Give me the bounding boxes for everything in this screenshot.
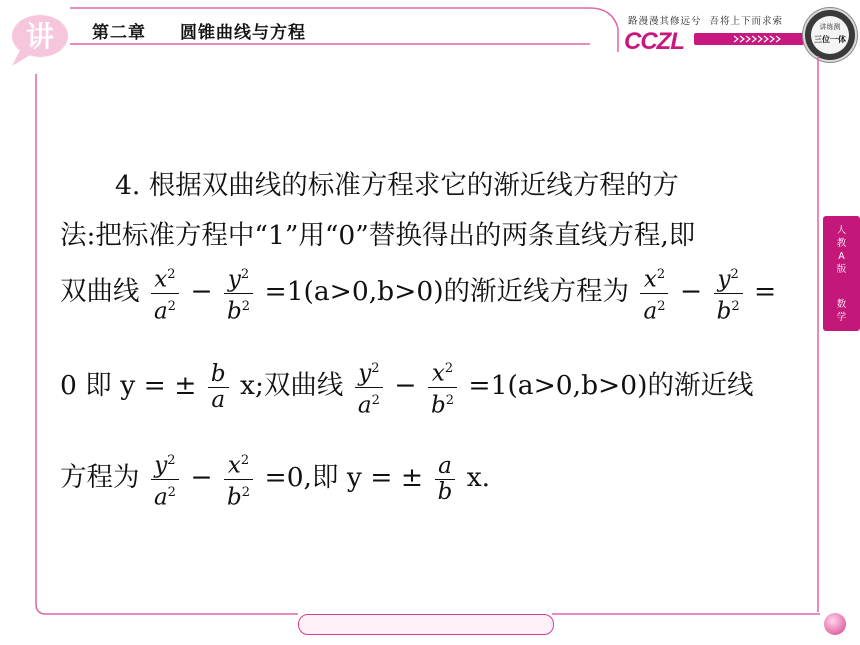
exponent: 2: [167, 267, 176, 282]
side-tab-char: A: [838, 251, 845, 262]
chapter-title: 圆锥曲线与方程: [180, 23, 306, 43]
side-tab-edition: [823, 224, 860, 276]
fraction: [714, 262, 743, 324]
numerator: b: [208, 362, 229, 388]
numerator: y: [227, 266, 241, 293]
minus-sign: −: [190, 276, 213, 308]
text-segment: 双曲线: [60, 276, 140, 308]
exponent: 2: [167, 298, 176, 314]
exponent: 2: [241, 298, 251, 314]
denominator: a: [153, 484, 168, 511]
text-segment: x;双曲线: [240, 370, 344, 402]
slogan-right: 吾将上下而求索: [709, 16, 784, 27]
minus-sign: −: [394, 370, 417, 402]
bottom-bar: [298, 614, 554, 635]
text-segment: =0,即 y = ±: [264, 462, 424, 494]
text-segment: 方程为: [60, 462, 140, 494]
side-tab-char: 教: [836, 238, 847, 249]
numerator: x: [643, 266, 657, 293]
equals-sign: =: [754, 276, 777, 308]
text-segment: =1(a>0,b>0)的渐近线方程为: [264, 276, 630, 308]
exponent: 2: [657, 298, 666, 314]
exponent: 2: [167, 453, 176, 468]
minus-sign: −: [190, 462, 213, 494]
text-segment: x.: [466, 462, 491, 494]
numerator: y: [717, 266, 731, 293]
content-frame: [34, 44, 820, 616]
numerator: y: [154, 452, 168, 479]
slogan: [628, 13, 783, 27]
text-line-5: [60, 448, 490, 510]
side-tab-subject: [823, 298, 860, 324]
fraction: [355, 356, 383, 418]
side-tab-char: 学: [836, 312, 847, 323]
denominator: a: [643, 298, 658, 325]
denominator: a: [211, 386, 226, 413]
denominator: b: [227, 298, 242, 325]
badge-top-text: 讲练测: [819, 23, 841, 31]
fraction: [208, 362, 229, 413]
fraction: [435, 454, 456, 505]
side-tab-char: 版: [836, 264, 847, 275]
text-line-2: 法:把标准方程中“1”用“0”替换得出的两条直线方程,即: [60, 220, 696, 251]
numerator: x: [227, 452, 241, 479]
side-tab-char: 数: [836, 299, 847, 310]
chapter-heading: [92, 18, 306, 43]
fraction: [151, 262, 179, 324]
denominator: a: [357, 392, 372, 419]
minus-sign: −: [679, 276, 703, 308]
slogan-left: 路漫漫其修远兮: [628, 16, 702, 27]
brand-logo: CCZL: [624, 28, 684, 55]
svg-text:讲: 讲: [25, 20, 55, 53]
denominator: b: [227, 484, 242, 511]
exponent: 2: [241, 484, 251, 500]
denominator: a: [153, 298, 168, 325]
fraction: [224, 448, 253, 510]
exponent: 2: [731, 298, 740, 314]
text-line-1: 4. 根据双曲线的标准方程求它的渐近线方程的方: [115, 170, 679, 201]
numerator: a: [435, 454, 456, 480]
side-tab-char: 人: [836, 225, 847, 236]
bottom-knob-icon: [824, 613, 846, 635]
badge-main-text: 三位一体: [814, 35, 846, 44]
fraction: [428, 356, 457, 418]
exponent: 2: [656, 267, 666, 282]
exponent: 2: [444, 361, 454, 376]
exponent: 2: [240, 267, 250, 282]
exponent: 2: [445, 392, 454, 408]
denominator: b: [437, 478, 453, 505]
text-segment: 0 即 y = ±: [60, 370, 197, 402]
denominator: b: [430, 392, 446, 419]
exponent: 2: [730, 267, 739, 282]
side-tab: [823, 216, 860, 331]
denominator: b: [716, 298, 732, 325]
text-line-3: [60, 262, 776, 324]
exponent: 2: [167, 484, 176, 500]
chapter-number: 第二章: [92, 23, 146, 43]
exponent: 2: [371, 361, 380, 376]
exponent: 2: [240, 453, 250, 468]
numerator: x: [154, 266, 168, 293]
fraction: [151, 448, 179, 510]
numerator: x: [431, 360, 445, 387]
fraction: [224, 262, 253, 324]
numerator: y: [358, 360, 372, 387]
fraction: [640, 262, 668, 324]
exponent: 2: [371, 392, 380, 408]
text-line-4: [60, 356, 753, 418]
text-segment: =1(a>0,b>0)的渐近线: [468, 370, 754, 402]
